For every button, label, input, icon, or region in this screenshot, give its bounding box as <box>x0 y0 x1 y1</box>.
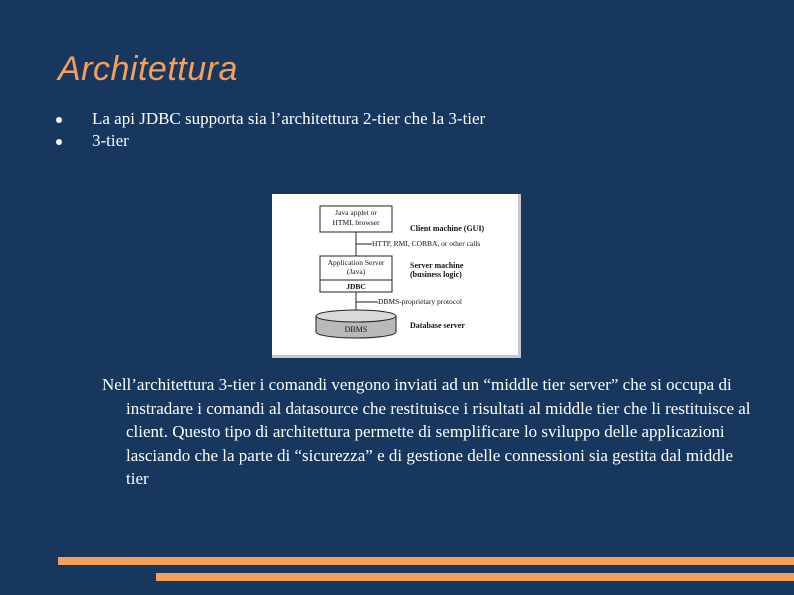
description-text: Nell’architettura 3-tier i comandi vengono inviati ad un “middle tier server” che si occupa di instradare i comandi al datasource che restituisce i risultati al middle tier che li restituisce al client. Questo tipo di architettura permette di semplificare lo sviluppo delle applicazioni lasciando che la parte di “sicurezza” e di gestione delle connessioni sia gestita dal middle tier <box>102 375 751 488</box>
bullet-text: 3-tier <box>92 131 129 150</box>
bullet-dot-icon <box>56 117 62 123</box>
server-box-line2: (Java) <box>346 267 366 276</box>
bullet-item <box>56 130 485 152</box>
database-cylinder-top <box>316 310 396 322</box>
footer-bar-bottom <box>156 573 794 581</box>
bullet-text: La api JDBC supporta sia l’architettura 2-tier che la 3-tier <box>92 109 486 128</box>
client-machine-label: Client machine (GUI) <box>410 224 485 233</box>
bullet-list <box>56 108 485 152</box>
architecture-diagram-svg <box>272 194 518 355</box>
server-box-line1: Application Server <box>327 258 385 267</box>
client-box-line2: HTML browser <box>332 218 380 227</box>
client-box-line1: Java applet or <box>335 208 377 217</box>
slide-title: Architettura <box>58 50 238 88</box>
description-paragraph <box>102 373 752 491</box>
protocol-label: DBMS-proprietary protocol <box>378 297 462 306</box>
calls-label: HTTP, RMI, CORBA, or other calls <box>372 239 481 248</box>
dbms-label: DBMS <box>344 325 368 334</box>
footer-bar-top <box>58 557 794 565</box>
server-machine-label-line2: (business logic) <box>410 270 462 279</box>
server-machine-label-line1: Server machine <box>410 261 464 270</box>
architecture-diagram <box>272 194 521 358</box>
bullet-item <box>56 108 485 130</box>
jdbc-label: JDBC <box>346 282 366 291</box>
bullet-dot-icon <box>56 139 62 145</box>
database-server-label: Database server <box>410 321 465 330</box>
